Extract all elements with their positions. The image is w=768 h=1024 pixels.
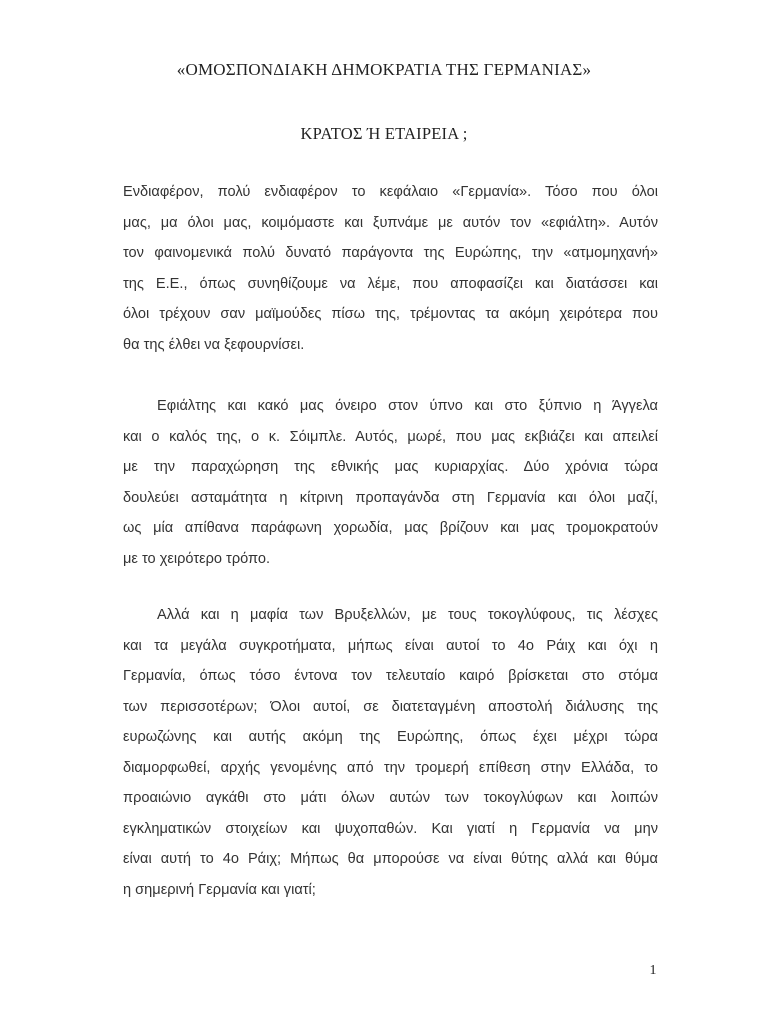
paragraph-line: ως μία απίθανα παράφωνη χορωδία, μας βρίζουν και μας τρομοκρατούν bbox=[123, 520, 658, 536]
paragraph-line: και τα μεγάλα συγκροτήματα, μήπως είναι αυτοί το 4ο Ράιχ και όχι η bbox=[123, 637, 658, 654]
document-title: «ΟΜΟΣΠΟΝΔΙΑΚΗ ΔΗΜΟΚΡΑΤΙΑ ΤΗΣ ΓΕΡΜΑΝΙΑΣ» bbox=[176, 60, 592, 79]
paragraph-line: μας, μα όλοι μας, κοιμόμαστε και ξυπνάμε με αυτόν τον «εφιάλτη». Αυτόν bbox=[123, 214, 658, 231]
paragraph-line: με το χειρότερο τρόπο. bbox=[123, 550, 271, 567]
paragraph-line: τον φαινομενικά πολύ δυνατό παράγοντα της Ευρώπης, την «ατμομηχανή» bbox=[123, 245, 658, 261]
page-number: 1 bbox=[649, 963, 657, 978]
paragraph-line: εγκληματικών στοιχείων και ψυχοπαθών. Και γιατί η Γερμανία να μην bbox=[123, 820, 658, 837]
paragraph-line: διαμορφωθεί, αρχής γενομένης από την τρομερή επίθεση στην Ελλάδα, το bbox=[123, 759, 658, 776]
paragraph-line: και ο καλός της, ο κ. Σόιμπλε. Αυτός, μωρέ, που μας εκβιάζει και απειλεί bbox=[123, 428, 658, 445]
paragraph-line: θα της έλθει να ξεφουρνίσει. bbox=[123, 336, 305, 353]
paragraph-line: προαιώνιο αγκάθι στο μάτι όλων αυτών των τοκογλύφων και λοιπών bbox=[123, 790, 658, 806]
paragraph-line: η σημερινή Γερμανία και γιατί; bbox=[123, 881, 316, 898]
document-subtitle: ΚΡΑΤΟΣ Ή ΕΤΑΙΡΕΙΑ ; bbox=[300, 124, 468, 143]
paragraph-line: όλοι τρέχουν σαν μαϊμούδες πίσω της, τρέμοντας τα ακόμη χειρότερα που bbox=[123, 306, 658, 322]
paragraph-line: των περισσοτέρων; Όλοι αυτοί, σε διατεταγμένη αποστολή διάλυσης της bbox=[123, 698, 658, 715]
paragraph-line: Γερμανία, όπως τόσο έντονα τον τελευταίο καιρό βρίσκεται στο στόμα bbox=[123, 668, 658, 684]
paragraph-line: δουλεύει ασταμάτητα η κίτρινη προπαγάνδα στη Γερμανία και όλοι μαζί, bbox=[123, 489, 658, 506]
paragraph-line: Ενδιαφέρον, πολύ ενδιαφέρον το κεφάλαιο «Γερμανία». Τόσο που όλοι bbox=[123, 184, 658, 200]
paragraph-line: είναι αυτή το 4ο Ράιχ; Μήπως θα μπορούσε να είναι θύτης αλλά και θύμα bbox=[123, 851, 658, 867]
paragraph-1 bbox=[123, 177, 658, 360]
paragraph-line: Εφιάλτης και κακό μας όνειρο στον ύπνο και στο ξύπνιο η Άγγελα bbox=[157, 398, 658, 414]
paragraph-2 bbox=[123, 391, 658, 574]
paragraph-line: της Ε.Ε., όπως συνηθίζουμε να λέμε, που αποφασίζει και διατάσσει και bbox=[123, 275, 658, 292]
paragraph-line: ευρωζώνης και αυτής ακόμη της Ευρώπης, όπως έχει μέχρι τώρα bbox=[123, 729, 658, 745]
paragraph-3 bbox=[123, 600, 658, 905]
paragraph-line: με την παραχώρηση της εθνικής μας κυριαρχίας. Δύο χρόνια τώρα bbox=[123, 459, 658, 475]
paragraph-line: Αλλά και η μαφία των Βρυξελλών, με τους τοκογλύφους, τις λέσχες bbox=[157, 607, 658, 623]
